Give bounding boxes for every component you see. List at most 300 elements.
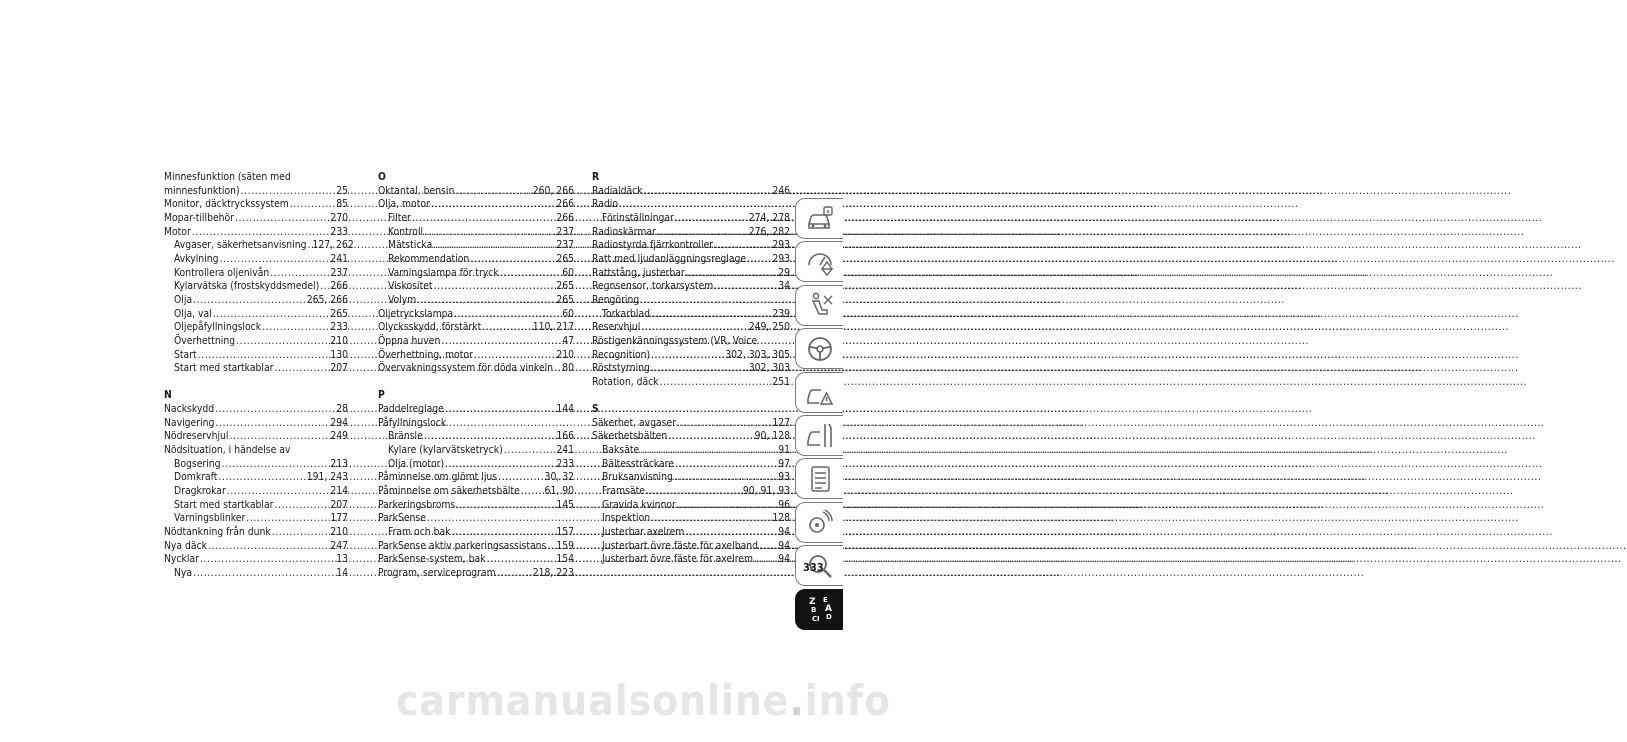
index-entry — [378, 335, 574, 349]
index-entry — [164, 308, 348, 322]
index-entry — [164, 294, 348, 308]
index-entry — [592, 185, 790, 199]
entry-page: 110, 217 — [532, 321, 574, 334]
dot-leader — [424, 430, 556, 444]
entry-page: 80 — [562, 362, 574, 375]
index-entry — [164, 458, 348, 472]
dot-leader — [307, 239, 311, 253]
section-gap — [592, 390, 790, 404]
multimedia-icon — [805, 507, 835, 537]
dot-leader — [434, 280, 556, 294]
dot-leader — [640, 444, 777, 458]
index-entry — [378, 308, 574, 322]
index-entry — [164, 321, 348, 335]
entry-term: Nya — [174, 567, 193, 580]
index-entry — [378, 349, 574, 363]
entry-page: 34 — [778, 280, 790, 293]
entry-page: 191, 243 — [306, 471, 348, 484]
dot-leader — [675, 458, 777, 472]
dot-leader — [433, 239, 555, 253]
entry-term: Rotation, däck — [592, 375, 659, 388]
entry-page: 249, 250 — [748, 321, 790, 334]
entry-page: 29 — [778, 266, 790, 279]
index-entry — [378, 471, 574, 485]
chapter-tab — [795, 589, 843, 630]
watermark-dot: . — [789, 676, 805, 725]
index-entry — [378, 553, 574, 567]
index-entry — [164, 349, 348, 363]
entry-page: 266 — [556, 198, 574, 211]
entry-term: Motor — [164, 225, 191, 238]
index-entry — [164, 239, 354, 253]
index-entry — [378, 267, 574, 281]
dot-leader — [454, 308, 561, 322]
entry-page: 246 — [772, 184, 790, 197]
entry-page: 247 — [330, 539, 348, 552]
dot-leader — [218, 471, 305, 485]
dot-leader — [275, 362, 330, 376]
entry-term: Filter — [388, 211, 411, 224]
entry-page: 241 — [556, 444, 574, 457]
dot-leader — [213, 308, 330, 322]
dot-leader — [644, 185, 772, 199]
entry-term: Justerbart övre fäste för axelrem — [602, 553, 753, 566]
entry-page: 233 — [556, 457, 574, 470]
entry-term: Inspektion — [602, 512, 651, 525]
entry-term: Viskositet — [388, 280, 433, 293]
index-entry — [378, 526, 574, 540]
index-entry — [164, 185, 348, 199]
entry-page: 93 — [778, 471, 790, 484]
dot-leader — [445, 403, 555, 417]
dot-leader — [455, 185, 531, 199]
dot-leader — [674, 471, 777, 485]
entry-page: 127, 262 — [312, 239, 354, 252]
entry-page: 265 — [330, 307, 348, 320]
index-entry — [378, 212, 574, 226]
chapter-tab — [795, 415, 843, 456]
entry-term: Navigering — [164, 416, 215, 429]
entry-term: Oktantal, bensin — [378, 184, 455, 197]
dot-leader — [641, 321, 747, 335]
entry-term: Olja, val — [174, 307, 212, 320]
index-entry — [164, 526, 348, 540]
entry-term: Påminnelse om glömt ljus — [378, 471, 498, 484]
entry-term: Torkarblad — [602, 307, 651, 320]
dot-leader — [677, 499, 777, 513]
entry-term: Regnsensor, torkarsystem — [592, 280, 714, 293]
dot-leader — [270, 267, 329, 281]
entry-page: 60 — [562, 266, 574, 279]
index-entry — [164, 403, 348, 417]
index-entry — [592, 280, 790, 294]
index-entry — [164, 226, 348, 240]
entry-page: 260, 266 — [532, 184, 574, 197]
dot-leader — [474, 349, 556, 363]
entry-term: Gravida kvinnor — [602, 498, 676, 511]
index-heading: Röstigenkänningssystem (VR, Voice — [592, 334, 758, 347]
index-entry — [592, 212, 790, 226]
entry-term: Baksäte — [602, 444, 640, 457]
entry-page: 302, 303, 305 — [725, 348, 790, 361]
index-entry — [378, 458, 574, 472]
entry-page: 233 — [330, 225, 348, 238]
index-entry — [164, 499, 348, 513]
dot-leader — [651, 308, 771, 322]
entry-term: Avgaser, säkerhetsanvisning — [174, 239, 307, 252]
dot-leader — [677, 417, 771, 431]
index-entry — [164, 430, 348, 444]
entry-term: Olja, motor — [378, 198, 430, 211]
dot-leader — [193, 567, 335, 581]
entry-page: 270 — [330, 211, 348, 224]
entry-term: Nödreservhjul — [164, 430, 229, 443]
entry-term: ParkSense-system, bak — [378, 553, 486, 566]
watermark-left: carmanualsonline — [396, 676, 790, 725]
entry-term: Öppna huven — [378, 334, 441, 347]
entry-term: Paddelreglage — [378, 403, 444, 416]
entry-term: Kylare (kylarvätsketryck) — [388, 444, 503, 457]
entry-page: 241 — [330, 252, 348, 265]
dot-leader — [470, 253, 555, 267]
entry-term: Rekommendation — [388, 252, 470, 265]
index-entry — [164, 198, 348, 212]
entry-page: 237 — [556, 239, 574, 252]
index-column-1 — [164, 171, 354, 581]
index-entry — [378, 280, 574, 294]
index-entry — [592, 512, 790, 526]
entry-term: Förinställningar — [602, 211, 674, 224]
index-entry — [592, 526, 790, 540]
entry-term: Framsäte — [602, 485, 645, 498]
index-entry — [164, 253, 348, 267]
entry-page: 94 — [778, 553, 790, 566]
index-entry — [592, 540, 790, 554]
entry-term: Oljepåfyllningslock — [174, 321, 262, 334]
dot-leader — [219, 253, 329, 267]
entry-term: Reservhjul — [592, 321, 641, 334]
entry-term: Rattstång, justerbar — [592, 266, 685, 279]
entry-page: 28 — [336, 403, 348, 416]
index-column-3 — [592, 171, 790, 567]
index-entry — [164, 417, 348, 431]
tab-letter: Z — [808, 597, 816, 608]
entry-term: ParkSense aktiv parkeringsassistans — [378, 539, 547, 552]
index-entry — [378, 198, 574, 212]
entry-term: Program, serviceprogram — [378, 567, 496, 580]
entry-page: 251 — [772, 375, 790, 388]
entry-page: 25 — [336, 184, 348, 197]
index-entry — [164, 567, 348, 581]
entry-term: Nya däck — [164, 539, 208, 552]
dot-leader — [441, 335, 561, 349]
entry-page: 293 — [772, 252, 790, 265]
tab-letter: I — [816, 615, 820, 624]
entry-page: 30, 32 — [544, 471, 574, 484]
dot-leader — [198, 349, 330, 363]
dot-leader — [456, 499, 555, 513]
dot-leader — [504, 444, 556, 458]
section-letter: R — [592, 171, 600, 183]
dot-leader — [445, 458, 555, 472]
entry-term: Överhettning — [174, 334, 236, 347]
dot-leader — [236, 335, 329, 349]
index-heading: Minnesfunktion (säten med — [164, 171, 291, 183]
index-entry — [378, 185, 574, 199]
index-heading: Rengöring — [592, 293, 640, 306]
index-entry — [378, 226, 574, 240]
chapter-tab — [795, 328, 843, 369]
entry-page: 145 — [556, 498, 574, 511]
index-entry — [592, 471, 790, 485]
alphabet-index-icon — [805, 594, 835, 624]
dot-leader — [646, 485, 742, 499]
dot-leader — [424, 226, 555, 240]
dot-leader — [412, 212, 555, 226]
index-entry — [378, 499, 574, 513]
dot-leader — [521, 485, 544, 499]
dot-leader — [262, 321, 329, 335]
dot-leader — [200, 553, 335, 567]
index-entry — [592, 458, 790, 472]
entry-page: 157 — [556, 526, 574, 539]
index-entry — [378, 403, 574, 417]
dot-leader — [229, 430, 329, 444]
dot-leader — [747, 253, 771, 267]
index-entry — [164, 512, 348, 526]
entry-page: 210 — [556, 348, 574, 361]
dot-leader — [320, 280, 329, 294]
entry-page: 14 — [336, 567, 348, 580]
section-gap — [164, 376, 348, 390]
index-entry — [378, 567, 574, 581]
specifications-list-icon — [805, 464, 835, 494]
dot-leader — [675, 212, 748, 226]
entry-term: Fram och bak — [388, 526, 451, 539]
index-entry — [164, 540, 348, 554]
index-entry — [378, 362, 574, 376]
entry-page: 210 — [330, 334, 348, 347]
section-letter: O — [378, 171, 386, 183]
entry-term: Oljetryckslampa — [378, 307, 454, 320]
entry-page: 210 — [330, 526, 348, 539]
dot-leader — [452, 526, 556, 540]
entry-page: 144 — [556, 403, 574, 416]
page-number: 333 — [803, 561, 824, 574]
section-gap — [378, 376, 574, 390]
entry-page: 13 — [336, 553, 348, 566]
entry-term: Nackskydd — [164, 403, 215, 416]
dot-leader — [651, 512, 771, 526]
entry-page: 293 — [772, 239, 790, 252]
index-entry — [164, 485, 348, 499]
index-entry — [592, 349, 790, 363]
entry-page: 96 — [778, 498, 790, 511]
car-emergency-icon — [805, 377, 835, 407]
entry-page: 274, 278 — [748, 211, 790, 224]
entry-term: Påminnelse om säkerhetsbälte — [378, 485, 520, 498]
entry-term: Start — [174, 348, 197, 361]
entry-page: 237 — [556, 225, 574, 238]
entry-page: 233 — [330, 321, 348, 334]
entry-term: Radiostyrda fjärrkontroller — [592, 239, 714, 252]
entry-term: Nödtankning från dunk — [164, 526, 271, 539]
index-entry — [592, 267, 790, 281]
entry-page: 265 — [556, 252, 574, 265]
entry-page: 94 — [778, 526, 790, 539]
index-entry — [592, 485, 790, 499]
watermark — [396, 676, 891, 725]
entry-page: 266 — [556, 211, 574, 224]
dashboard-warning-icon — [805, 247, 835, 277]
entry-page: 266 — [330, 280, 348, 293]
index-entry — [378, 485, 574, 499]
dot-leader — [759, 540, 777, 554]
entry-term: Start med startkablar — [174, 498, 274, 511]
entry-page: 237 — [330, 266, 348, 279]
index-heading: Radio — [592, 198, 619, 211]
dot-leader — [668, 430, 753, 444]
entry-page: 207 — [330, 362, 348, 375]
dot-leader — [215, 417, 329, 431]
entry-page: 127 — [772, 416, 790, 429]
entry-page: 207 — [330, 498, 348, 511]
entry-page: 218, 223 — [532, 567, 574, 580]
entry-page: 90, 128 — [754, 430, 790, 443]
entry-term: Varningsblinker — [174, 512, 246, 525]
dot-leader — [685, 526, 777, 540]
index-entry — [378, 294, 574, 308]
entry-term: Recognition) — [592, 348, 651, 361]
index-entry — [164, 335, 348, 349]
chapter-tab — [795, 285, 843, 326]
chapter-tab — [795, 198, 843, 239]
dot-leader — [686, 267, 778, 281]
entry-page: 91 — [778, 444, 790, 457]
entry-term: Olycksskydd, förstärkt — [378, 321, 482, 334]
entry-term: Domkraft — [174, 471, 218, 484]
entry-term: Säkerhetsbälten — [592, 430, 668, 443]
entry-term: Avkylning — [174, 252, 219, 265]
dot-leader — [714, 239, 771, 253]
watermark-right: info — [804, 676, 892, 725]
entry-page: 94 — [778, 539, 790, 552]
index-heading: Påfyllningslock — [378, 416, 447, 429]
dot-leader — [554, 362, 561, 376]
dot-leader — [208, 540, 329, 554]
dot-leader — [651, 362, 748, 376]
section-letter: S — [592, 403, 599, 416]
entry-term: Överhettning, motor — [378, 348, 473, 361]
dot-leader — [241, 185, 336, 199]
steering-wheel-icon — [805, 334, 835, 364]
dot-leader — [498, 471, 543, 485]
dot-leader — [547, 540, 555, 554]
chapter-tab — [795, 502, 843, 543]
index-entry — [378, 540, 574, 554]
entry-term: Radialdäck — [592, 184, 643, 197]
entry-page: 249 — [330, 430, 348, 443]
entry-page: 213 — [330, 457, 348, 470]
entry-term: Säkerhet, avgaser — [592, 416, 677, 429]
index-entry — [164, 471, 348, 485]
entry-term: Bruksanvisning — [602, 471, 673, 484]
entry-page: 265, 266 — [306, 293, 348, 306]
index-entry — [164, 212, 348, 226]
dot-leader — [192, 226, 330, 240]
entry-page: 265 — [556, 280, 574, 293]
entry-term: Olja — [174, 293, 193, 306]
airbag-safety-icon — [805, 290, 835, 320]
entry-page: 154 — [556, 553, 574, 566]
entry-page: 214 — [330, 485, 348, 498]
tab-letter: A — [824, 604, 832, 615]
entry-page: 302, 303 — [748, 362, 790, 375]
entry-term: Övervakningssystem för döda vinkeln — [378, 362, 554, 375]
dot-leader — [227, 485, 330, 499]
entry-term: Bogsering — [174, 457, 221, 470]
index-entry — [164, 553, 348, 567]
index-entry — [164, 267, 348, 281]
index-entry — [164, 362, 348, 376]
index-entry — [378, 444, 574, 458]
index-entry — [378, 430, 574, 444]
index-entry — [378, 253, 574, 267]
index-entry — [592, 417, 790, 431]
entry-page: 294 — [330, 416, 348, 429]
entry-term: Kontroll — [388, 225, 424, 238]
entry-term: Varningslampa för tryck — [388, 266, 499, 279]
index-entry — [378, 321, 574, 335]
dot-leader — [660, 376, 772, 390]
entry-term: Mopar-tillbehör — [164, 211, 234, 224]
dot-leader — [754, 553, 777, 567]
entry-term: Kylarvätska (frostskyddsmedel) — [174, 280, 320, 293]
entry-page: 60 — [562, 307, 574, 320]
dot-leader — [497, 567, 532, 581]
entry-page: 265 — [556, 293, 574, 306]
entry-term: Monitor, däcktryckssystem — [164, 198, 289, 211]
car-info-icon — [805, 204, 835, 234]
dot-leader — [290, 198, 335, 212]
entry-term: Volym — [388, 293, 417, 306]
entry-page: 130 — [330, 348, 348, 361]
index-entry — [592, 253, 790, 267]
tab-letter: C — [811, 615, 817, 624]
dot-leader — [275, 499, 330, 513]
tab-letter: B — [810, 606, 816, 615]
entry-term: Justerbar axelrem — [602, 526, 685, 539]
chapter-tab — [795, 372, 843, 413]
dot-leader — [246, 512, 329, 526]
dot-leader — [714, 280, 777, 294]
entry-page: 128 — [772, 512, 790, 525]
index-entry — [592, 308, 790, 322]
index-entry — [592, 499, 790, 513]
index-entry — [592, 226, 790, 240]
dot-leader — [657, 226, 748, 240]
entry-term: Dragkrokar — [174, 485, 226, 498]
dot-leader — [215, 403, 335, 417]
entry-page: 90, 91, 93 — [742, 485, 790, 498]
entry-page: 47 — [562, 334, 574, 347]
entry-term: Parkeringsbroms — [378, 498, 456, 511]
car-service-tools-icon — [805, 420, 835, 450]
section-letter: N — [164, 389, 172, 402]
dot-leader — [222, 458, 330, 472]
entry-term: Justerbart övre fäste för axelband — [602, 539, 759, 552]
entry-term: Ratt med ljudanläggningsreglage — [592, 252, 747, 265]
